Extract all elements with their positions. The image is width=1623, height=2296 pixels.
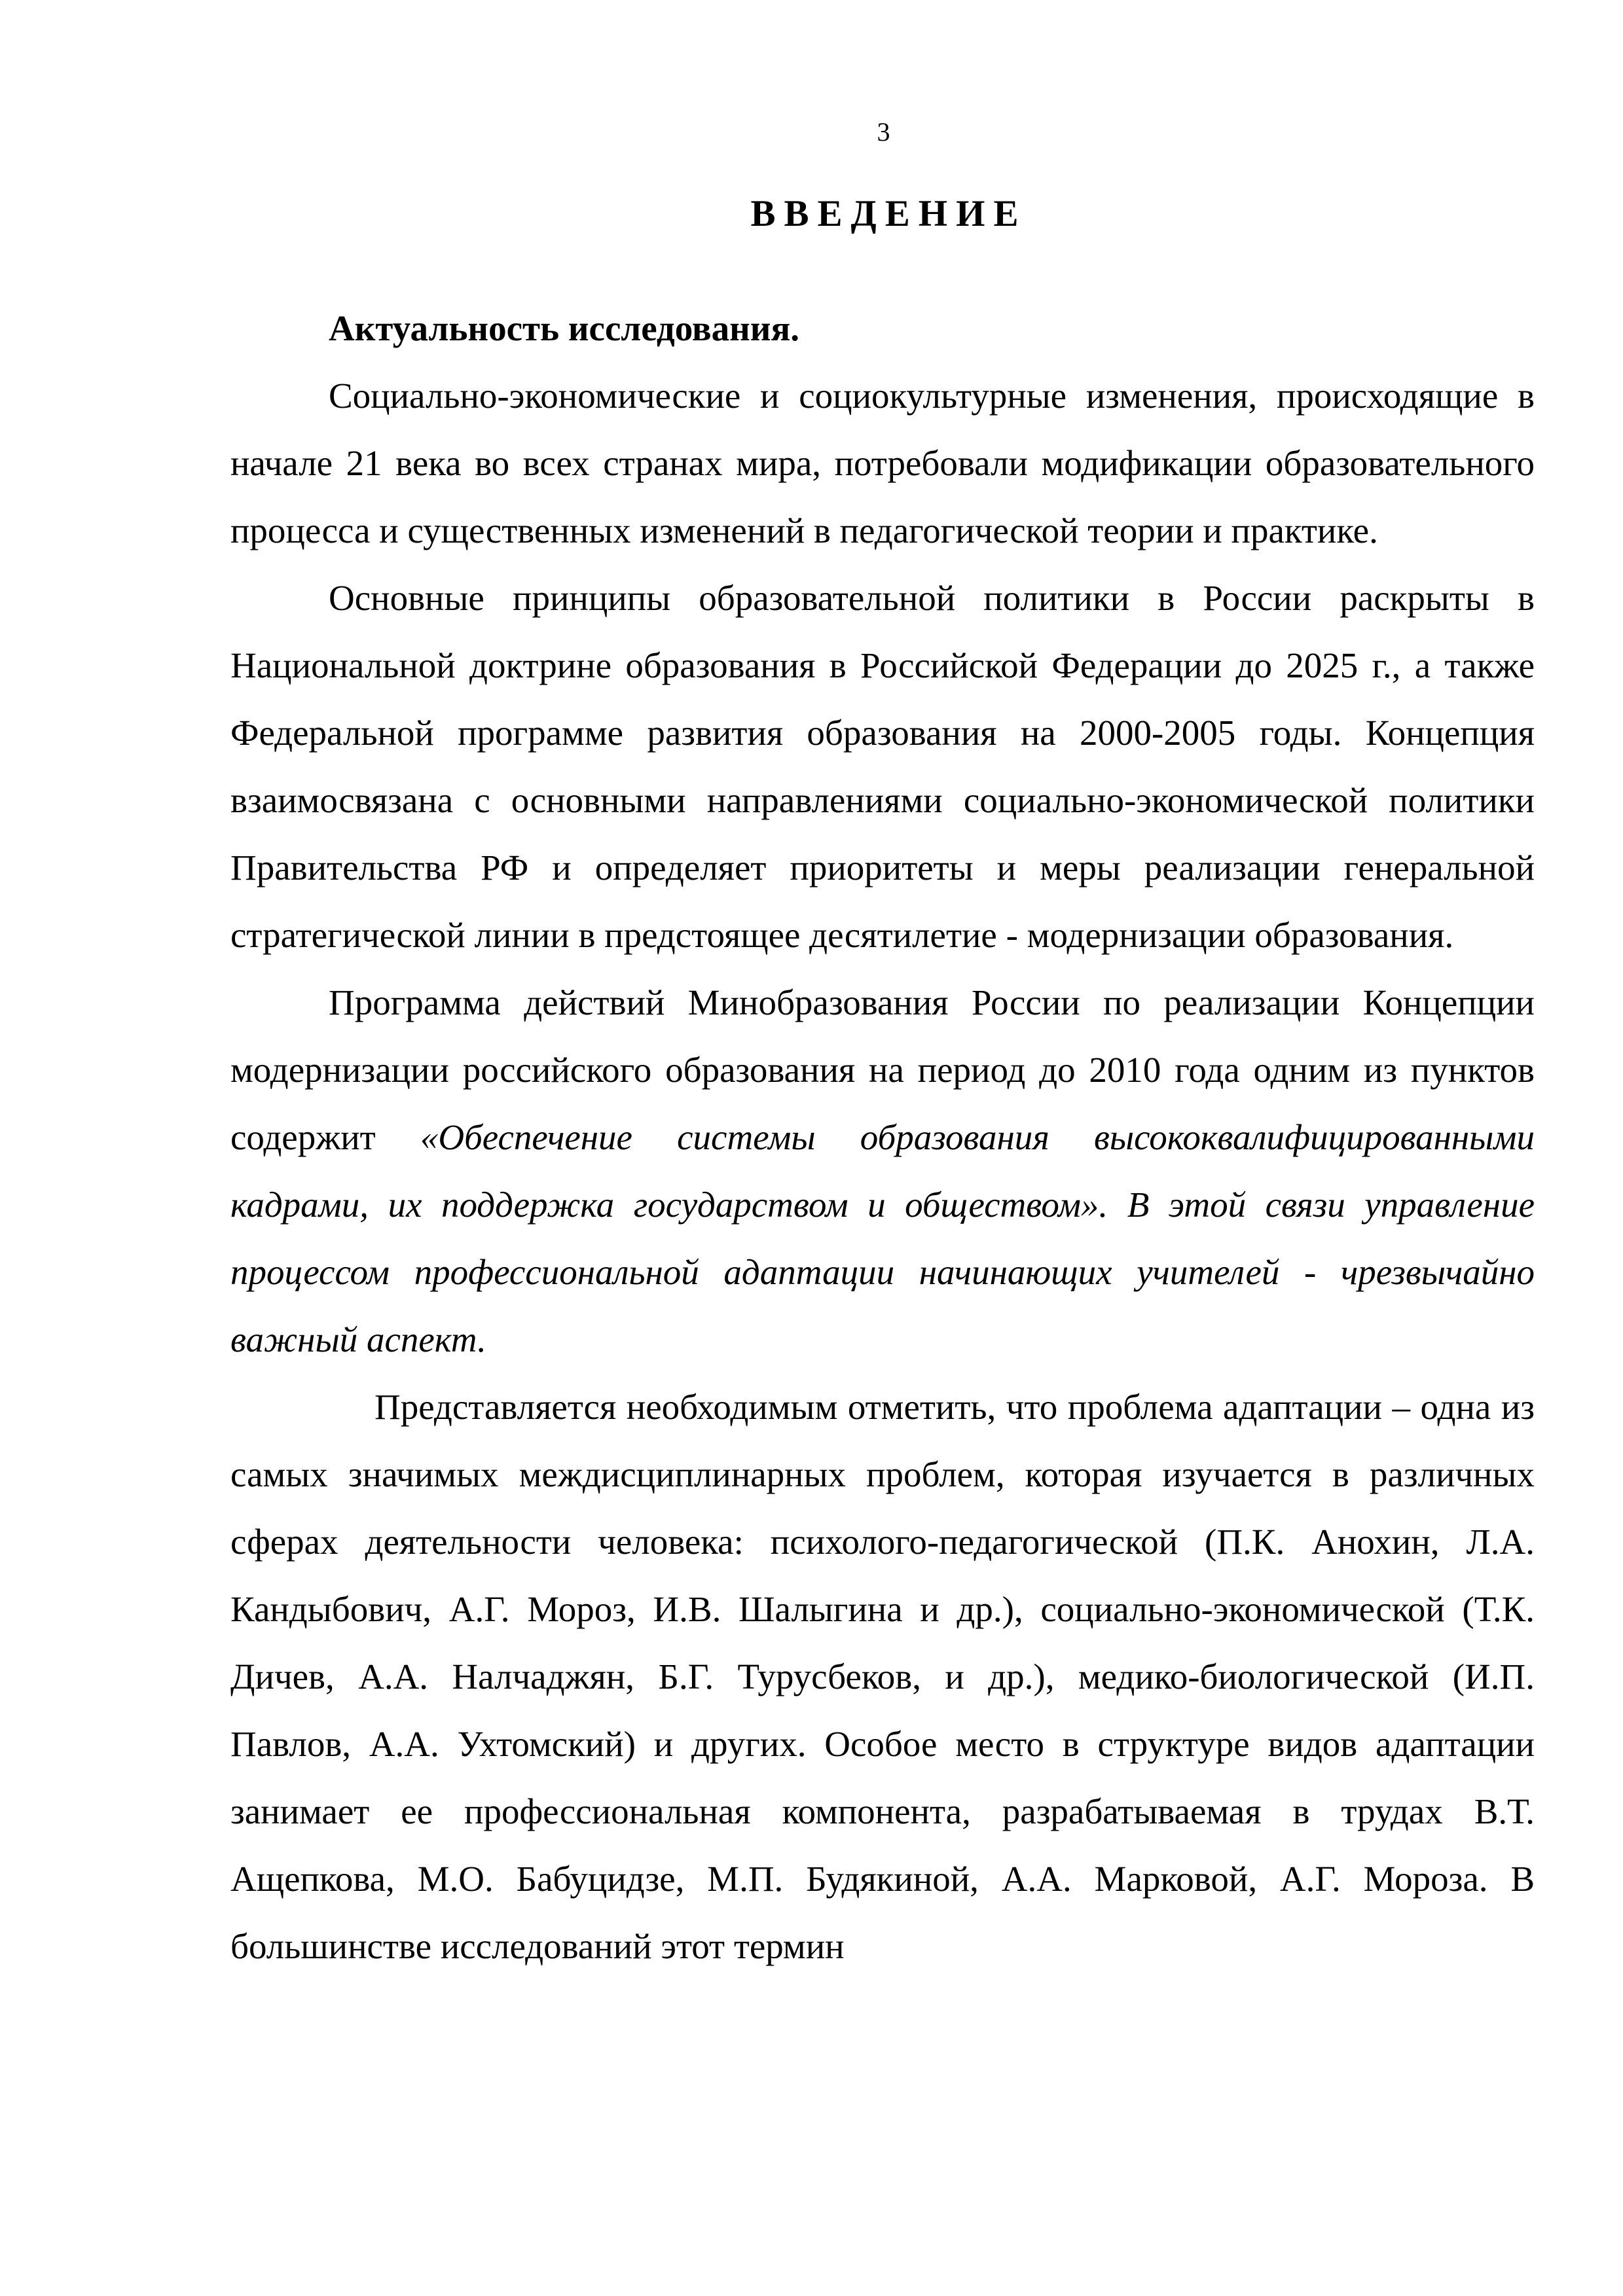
paragraph-2: Основные принципы образовательной политики в России раскрыты в Национальной доктрине образования в Российской Федерации до 2025 г., а также Федеральной программе развития образования на 2000-2005 годы. Концепция взаимосвязана с основными направлениями социально-экономической политики Правительства РФ и определяет приоритеты и меры реализации генеральной стратегической линии в предстоящее десятилетие - модернизации образования.: [230, 578, 1535, 955]
paragraph-4: Представляется необходимым отметить, что проблема адаптации – одна из самых значимых междисциплинарных проблем, которая изучается в различных сферах деятельности человека: психолого-педагогической (П.К. Анохин, Л.А. Кандыбович, А.Г. Мороз, И.В. Шалыгина и др.), социально-экономической (Т.К. Дичев, А.А. Налчаджян, Б.Г. Турусбеков, и др.), медико-биологической (И.П. Павлов, А.А. Ухтомский) и других. Особое место в структуре видов адаптации занимает ее профессиональная компонента, разрабатываемая в трудах В.Т. Ащепкова, М.О. Бабуцидзе, М.П. Будякиной, А.А. Марковой, А.Г. Мороза. В большинстве исследований этот термин: [230, 1387, 1535, 1966]
page-title: ВВЕДЕНИЕ: [750, 193, 1027, 234]
page-number: 3: [877, 117, 890, 147]
paragraph-3: [230, 969, 1535, 1373]
paragraph-1: Социально-экономические и социокультурные изменения, происходящие в начале 21 века во всех странах мира, потребовали модификации образовательного процесса и существенных изменений в педагогической теории и практике.: [230, 376, 1535, 550]
section-subheading: Актуальность исследования.: [329, 308, 799, 348]
paragraph-3-quote: «Обеспечение системы образования высококвалифицированными кадрами, их поддержка государством и обществом». В этой связи управление процессом профессиональной адаптации начинающих учителей - чрезвычайно важный аспект.: [230, 1117, 1535, 1359]
paragraph-3-text: Программа действий Минобразования России по реализации Концепции модернизации российского образования на период до 2010 года одним из пунктов содержит: [230, 982, 1535, 1157]
document-body: [230, 295, 1535, 1980]
